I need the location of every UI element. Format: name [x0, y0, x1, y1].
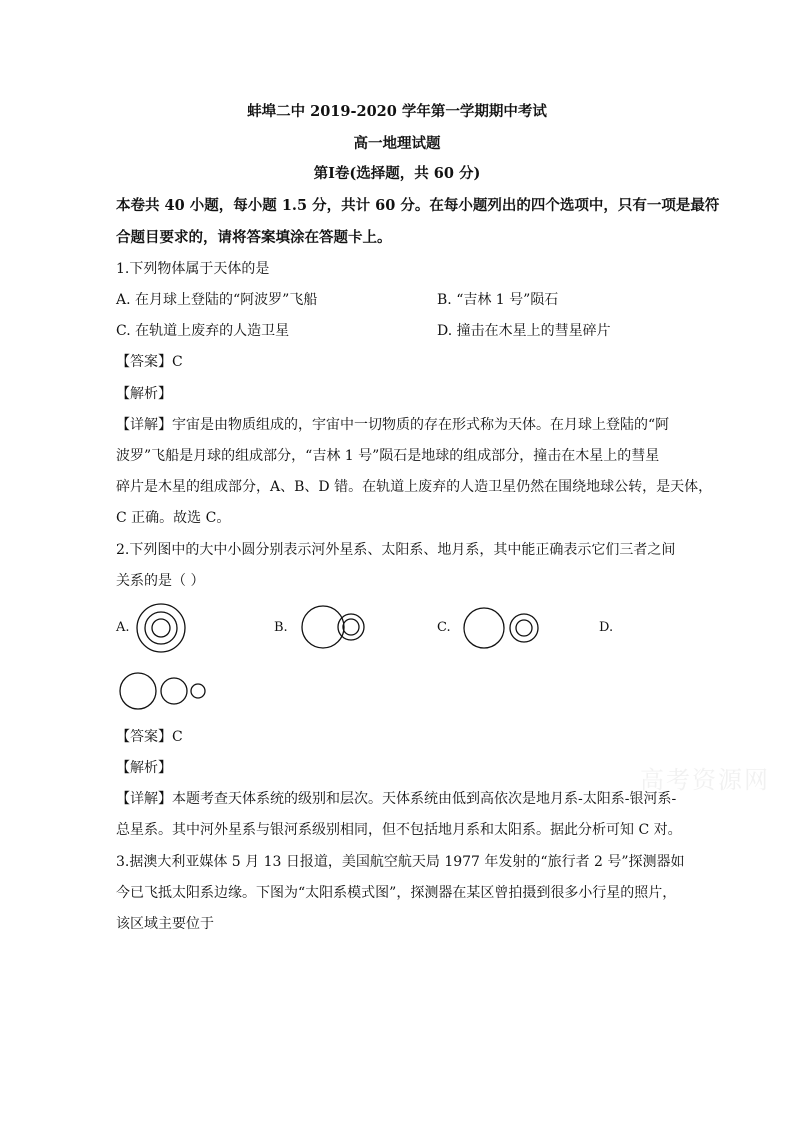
watermark: 高考资源网: [640, 766, 770, 794]
question-1-option-b: B. “吉林 1 号”陨石: [437, 292, 559, 308]
option-d-medium-circle: [161, 678, 187, 704]
question-1-option-c: C. 在轨道上废弃的人造卫星: [116, 323, 290, 339]
question-2-option-d-label: D.: [599, 620, 614, 635]
option-c-circles: [461, 605, 543, 651]
option-b-medium-circle: [338, 614, 364, 640]
question-1-stem: 1.下列物体属于天体的是: [116, 261, 270, 277]
question-3-stem-line-3: 该区域主要位于: [116, 916, 214, 932]
exam-subtitle: 高一地理试题: [353, 135, 441, 152]
instructions-line-2: 合题目要求的，请将答案填涂在答题卡上。: [116, 229, 392, 246]
option-a-small-circle: [152, 619, 170, 637]
question-1-detail-line-2: 波罗”飞船是月球的组成部分，“吉林 1 号”陨石是地球的组成部分，撞击在木星上的彗星: [116, 448, 660, 464]
question-2-option-a-label: A.: [116, 620, 130, 635]
question-2-option-b-label: B.: [274, 620, 288, 635]
question-3-stem-line-1: 3.据澳大利亚媒体 5 月 13 日报道，美国航空航天局 1977 年发射的“旅行者 2 号”探测器如: [116, 854, 685, 870]
question-2-analysis-label: 【解析】: [116, 760, 172, 776]
question-1-option-a: A. 在月球上登陆的“阿波罗”飞船: [116, 292, 318, 308]
question-1-answer: 【答案】C: [116, 354, 183, 370]
question-1-option-d: D. 撞击在木星上的彗星碎片: [437, 323, 611, 339]
question-1-analysis-label: 【解析】: [116, 386, 172, 402]
question-2-detail-line-2: 总星系。其中河外星系与银河系级别相同，但不包括地月系和太阳系。据此分析可知 C 对。: [116, 822, 682, 838]
question-2-stem-line-2: 关系的是（ ）: [116, 573, 205, 589]
option-a-concentric-circles: [136, 603, 188, 653]
exam-title: 蚌埠二中 2019-2020 学年第一学期期中考试: [247, 103, 547, 120]
option-d-small-circle: [191, 684, 205, 698]
section-heading: 第Ⅰ卷(选择题，共 60 分): [313, 165, 481, 182]
option-d-separate-circles: [118, 671, 210, 711]
question-2-stem-line-1: 2.下列图中的大中小圆分别表示河外星系、太阳系、地月系，其中能正确表示它们三者之间: [116, 542, 676, 558]
option-c-medium-circle: [510, 614, 538, 642]
option-c-small-circle: [516, 620, 532, 636]
option-b-overlapping-circles: [300, 603, 370, 651]
question-1-detail-line-4: C 正确。故选 C。: [116, 510, 231, 526]
question-2-option-c-label: C.: [437, 620, 451, 635]
option-a-medium-circle: [145, 612, 177, 644]
question-1-detail-line-1: 【详解】宇宙是由物质组成的，宇宙中一切物质的存在形式称为天体。在月球上登陆的“阿: [116, 417, 670, 433]
option-d-large-circle: [120, 673, 156, 709]
option-b-small-circle: [343, 619, 359, 635]
question-2-answer: 【答案】C: [116, 729, 183, 745]
question-3-stem-line-2: 今已飞抵太阳系边缘。下图为“太阳系模式图”，探测器在某区曾拍摄到很多小行星的照片，: [116, 885, 677, 901]
option-a-large-circle: [137, 604, 185, 652]
question-2-detail-line-1: 【详解】本题考查天体系统的级别和层次。天体系统由低到高依次是地月系-太阳系-银河系-: [116, 791, 677, 807]
instructions-line-1: 本卷共 40 小题，每小题 1.5 分，共计 60 分。在每小题列出的四个选项中，只有一项是最符: [116, 197, 720, 214]
question-1-detail-line-3: 碎片是木星的组成部分，A、B、D 错。在轨道上废弃的人造卫星仍然在围绕地球公转，是天体，: [116, 479, 713, 495]
option-c-large-circle: [464, 608, 504, 648]
